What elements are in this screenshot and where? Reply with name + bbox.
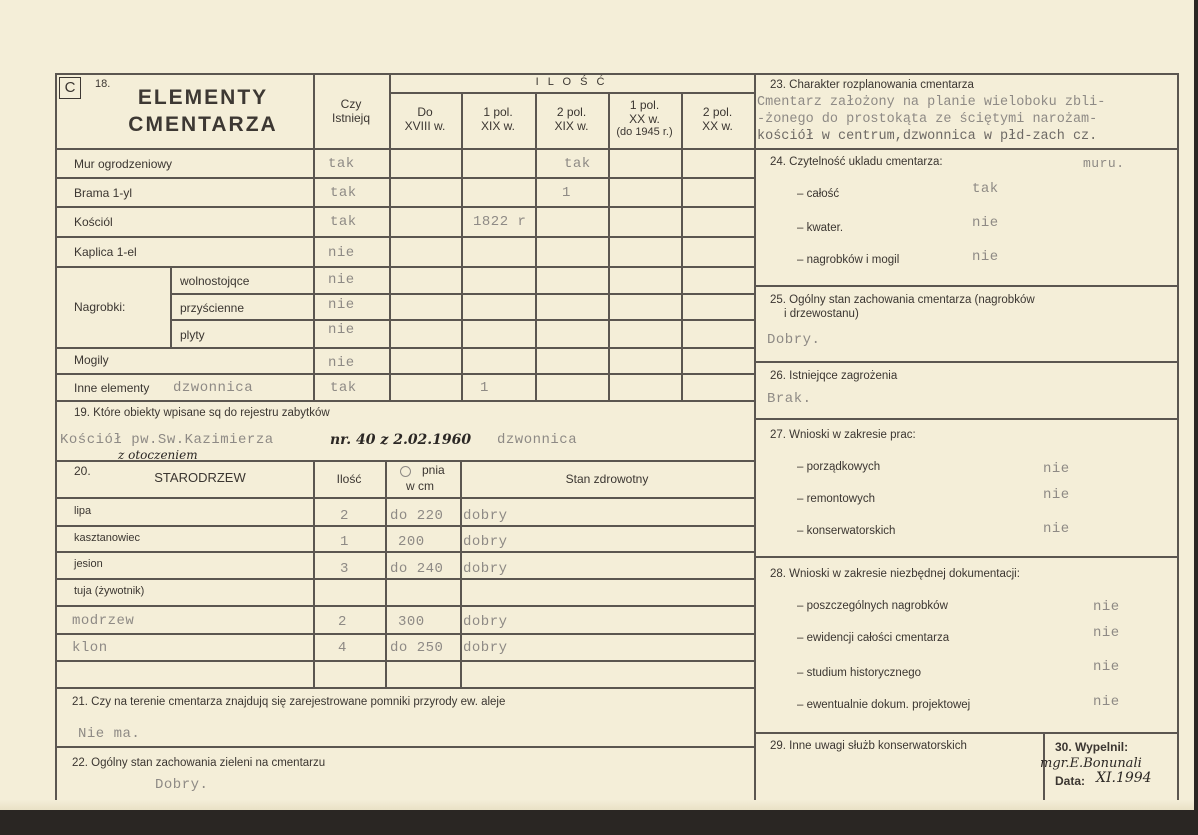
row-label-brama: Brama 1-yl: [74, 186, 133, 200]
s27-item-label: – remontowych: [797, 493, 875, 505]
value-plyty-exists: nie: [328, 322, 355, 338]
row-line: [55, 206, 754, 208]
value-przyscienne-exists: nie: [328, 297, 355, 313]
s30-name: mgr.E.Bonunali: [1040, 756, 1142, 771]
row-line: [754, 361, 1177, 363]
s30-date: XI.1994: [1096, 770, 1152, 786]
s28-item-label: – poszczególnych nagrobków: [797, 600, 948, 612]
col-p2-20-2: XX w.: [702, 119, 733, 133]
tree-health: dobry: [463, 561, 508, 577]
col-line: [313, 460, 315, 687]
value-inne-exists: tak: [330, 380, 357, 396]
col-p1-20-2: XX w.: [629, 112, 660, 126]
s26-value: Brak.: [767, 391, 812, 407]
title-line-1: ELEMENTY: [137, 86, 269, 109]
tree-qty: 3: [340, 561, 349, 577]
s21-label: 21. Czy na terenie cmentarza znajdujq się zarejestrowane pomniki przyrody ew. aleje: [72, 696, 506, 708]
tree-size: do 250: [390, 640, 444, 656]
section-number: 18.: [95, 78, 111, 90]
tree-qty: 2: [338, 614, 347, 630]
ilosc-underline: [389, 92, 754, 94]
s20-pnia-header-2: w cm: [406, 479, 434, 493]
s28-label: 28. Wnioski w zakresie niezbędnej dokumentacji:: [770, 568, 1020, 580]
col-line: [461, 92, 463, 400]
tree-health: dobry: [463, 508, 508, 524]
value-kosciol-exists: tak: [330, 214, 357, 230]
s24-item-value: tak: [972, 181, 999, 197]
s20-health-header: Stan zdrowotny: [565, 472, 649, 486]
s19-typed: Kościół pw.Sw.Kazimierza: [60, 432, 274, 448]
s27-item-value: nie: [1043, 461, 1070, 477]
row-line: [55, 177, 754, 179]
row-line: [55, 578, 754, 580]
s30-date-label: Data:: [1055, 774, 1086, 788]
s24-item-label: – kwater.: [797, 222, 844, 234]
row-line: [55, 746, 754, 748]
s24-item-value: nie: [972, 215, 999, 231]
frame-right: [1177, 73, 1179, 808]
row-line: [55, 373, 754, 375]
tree-name: kasztanowiec: [74, 532, 141, 544]
tree-name: klon: [72, 640, 108, 656]
s29-label: 29. Inne uwagi służb konserwatorskich: [770, 740, 967, 752]
row-line: [55, 605, 754, 607]
s27-label: 27. Wnioski w zakresie prac:: [770, 429, 916, 441]
row-label-przyscienne: przyścienne: [180, 301, 245, 315]
s24-label: 24. Czytelność ukladu cmentarza:: [770, 156, 943, 168]
s23-label: 23. Charakter rozplanowania cmentarza: [770, 79, 974, 91]
exists-header-2: Istniejq: [331, 111, 371, 125]
tree-name: tuja (żywotnik): [74, 585, 145, 597]
title-line-2: CMENTARZA: [128, 113, 278, 136]
row-label-nagrobki: Nagrobki:: [74, 300, 126, 314]
header-bottom-line: [55, 148, 754, 150]
row-label-mur: Mur ogrodzeniowy: [74, 157, 173, 171]
col-p1-20: 1 pol.: [629, 98, 660, 112]
value-inne-typed: dzwonnica: [173, 380, 254, 396]
row-line: [754, 732, 1177, 734]
s28-item-value: nie: [1093, 599, 1120, 615]
value-mur-p2-19: tak: [564, 156, 591, 172]
s23-line-1: Cmentarz założony na planie wieloboku zbli-: [757, 95, 1106, 110]
frame-middle: [754, 73, 756, 808]
frame-top: [55, 73, 1179, 75]
s28-item-value: nie: [1093, 694, 1120, 710]
s27-item-value: nie: [1043, 487, 1070, 503]
ilosc-header: I L O Ś Ć: [535, 76, 608, 88]
value-wolnostojace-exists: nie: [328, 272, 355, 288]
s25-value: Dobry.: [767, 332, 821, 348]
s28-item-label: – ewidencji całości cmentarza: [797, 632, 950, 644]
row-line: [55, 525, 754, 527]
tree-health: dobry: [463, 614, 508, 630]
row-line: [55, 266, 754, 268]
col-p2-19-2: XIX w.: [554, 119, 589, 133]
tree-size: 300: [398, 614, 425, 630]
tree-name: modrzew: [72, 613, 135, 629]
col-line: [170, 266, 172, 347]
value-kaplica-exists: nie: [328, 245, 355, 261]
s21-value: Nie ma.: [78, 726, 141, 742]
s24-item-label: – całość: [797, 188, 840, 200]
tree-health: dobry: [463, 640, 508, 656]
col-line: [385, 460, 387, 687]
s25-label: 25. Ogólny stan zachowania cmentarza (nagrobków: [770, 294, 1035, 306]
s22-label: 22. Ogólny stan zachowania zieleni na cmentarzu: [72, 757, 326, 769]
s23-line-3: kościół w centrum,dzwonnica w płd-zach cz.: [757, 129, 1098, 144]
row-line: [754, 148, 1177, 150]
s24-item-value: nie: [972, 249, 999, 265]
frame-bottom: [55, 808, 1179, 810]
row-label-inne: Inne elementy: [74, 381, 150, 395]
row-line: [55, 660, 754, 662]
s19-label: 19. Które obiekty wpisane sq do rejestru zabytków: [74, 407, 330, 419]
col-line: [460, 460, 462, 687]
value-brama-p2-19: 1: [562, 185, 571, 201]
row-line: [754, 285, 1177, 287]
row-line: [55, 633, 754, 635]
s27-item-value: nie: [1043, 521, 1070, 537]
s28-item-value: nie: [1093, 659, 1120, 675]
col-p1-19: 1 pol.: [483, 105, 513, 119]
col-p2-20: 2 pol.: [702, 105, 733, 119]
s20-qty-header: Ilość: [336, 472, 362, 486]
row-line: [754, 418, 1177, 420]
tree-name: jesion: [74, 558, 103, 570]
s28-item-label: – studium historycznego: [797, 667, 922, 679]
s19-handwritten: nr. 40 z 2.02.1960: [330, 432, 472, 448]
tree-name: lipa: [74, 505, 92, 517]
col-do18-2: XVIII w.: [404, 119, 446, 133]
row-line: [55, 347, 754, 349]
s28-item-value: nie: [1093, 625, 1120, 641]
row-line: [55, 551, 754, 553]
value-kosciol-p1-19: 1822 r: [473, 214, 527, 230]
s27-item-label: – porządkowych: [797, 461, 881, 473]
s23-line-4: muru.: [1083, 156, 1125, 171]
tree-size: do 240: [390, 561, 444, 577]
tree-health: dobry: [463, 534, 508, 550]
s26-label: 26. Istniejqce zagrożenia: [770, 370, 898, 382]
col-do18: Do: [417, 105, 433, 119]
tree-size: 200: [398, 534, 425, 550]
value-mogily-exists: nie: [328, 355, 355, 371]
row-label-kosciol: Kościól: [74, 215, 113, 229]
s30-label: 30. Wypelnil:: [1055, 740, 1129, 754]
s20-title: STARODRZEW: [154, 470, 246, 485]
value-mur-exists: tak: [328, 156, 355, 172]
col-p1-20-3: (do 1945 r.): [616, 126, 673, 138]
s23-line-2: -żonego do prostokąta ze ściętymi narożam-: [757, 112, 1098, 127]
tree-qty: 4: [338, 640, 347, 656]
row-line: [55, 687, 754, 689]
s20-number: 20.: [74, 464, 91, 478]
s28-item-label: – ewentualnie dokum. projektowej: [797, 699, 971, 711]
col-p2-19: 2 pol.: [556, 105, 587, 119]
tree-size: do 220: [390, 508, 444, 524]
row-line: [754, 556, 1177, 558]
row-label-wolnostojace: wolnostojqce: [180, 274, 250, 288]
s24-item-label: – nagrobków i mogil: [797, 254, 900, 266]
s25-label-2: i drzewostanu): [784, 308, 859, 320]
exists-header: Czy: [340, 97, 362, 111]
diameter-icon: [400, 466, 411, 477]
row-label-kaplica: Kaplica 1-el: [74, 245, 137, 259]
col-p1-19-2: XIX w.: [480, 119, 515, 133]
s22-value: Dobry.: [155, 777, 209, 793]
s19-handwritten-2: z otoczeniem: [118, 448, 198, 462]
row-line: [55, 400, 754, 402]
row-label-plyty: plyty: [180, 328, 205, 342]
col-line: [608, 92, 610, 400]
s20-pnia-header: pnia: [422, 463, 445, 477]
section-letter-box: C: [59, 77, 81, 99]
col-line: [535, 92, 537, 400]
value-inne-p1-19: 1: [480, 380, 489, 396]
value-brama-exists: tak: [330, 185, 357, 201]
row-label-mogily: Mogily: [74, 353, 109, 367]
col-line: [681, 92, 683, 400]
tree-qty: 2: [340, 508, 349, 524]
tree-qty: 1: [340, 534, 349, 550]
row-line: [55, 236, 754, 238]
s27-item-label: – konserwatorskich: [797, 525, 896, 537]
s19-typed-2: dzwonnica: [497, 432, 578, 448]
row-line: [55, 497, 754, 499]
frame-left: [55, 73, 57, 808]
